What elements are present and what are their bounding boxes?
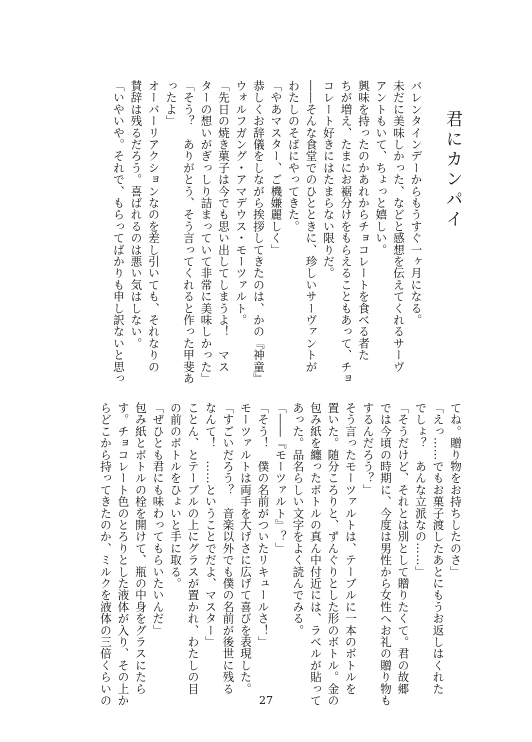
text-line: の前のボトルをひょいと手に取る。: [169, 402, 183, 590]
text-line: 「いやいや。それで、もらってばかりも申し訳ないと思っ: [112, 80, 126, 385]
text-line: モーツァルトは両手を大げさに広げて喜びを表現した。: [239, 402, 253, 695]
chapter-title: 君にカンパイ: [442, 110, 462, 230]
text-line: 「先日の焼き菓子は今でも思い出してしまうよ！ マス: [217, 80, 231, 373]
text-line: 「そうだけど、それとは別として贈りたくて。君の故郷: [396, 402, 411, 695]
text-line: 「えっ……でもお菓子渡したあとにもうお返しはくれた: [431, 402, 446, 695]
text-line: ウォルフガング・アマデウス・モーツァルト。: [234, 80, 249, 326]
text-line: コレート好きにはたまらない限りだ。: [322, 80, 336, 279]
text-line: ことん、とテーブルの上にグラスが置かれ、わたしの目: [186, 402, 201, 695]
text-line: アントもいて、ちょっと嬉しい。: [374, 80, 389, 256]
text-line: 「すごいだろう？ 音楽以外でも僕の名前が後世に残る: [221, 402, 236, 695]
text-line: あった。品名らしい文字をよく読んでみる。: [291, 402, 306, 636]
text-line: 「――『モーツァルト』？」: [274, 402, 288, 555]
text-line: 「そう？ ありがとう、そう言ってくれると作った甲斐あ: [182, 80, 196, 385]
text-line: そう言ったモーツァルトは、テーブルに一本のボトルを: [344, 402, 358, 695]
text-line: 「そう！ 僕の名前がついたリキュールさ！」: [256, 402, 271, 648]
text-line: 「やあマスター、ご機嫌麗しく」: [269, 80, 284, 256]
text-line: なんて！ ……ということでだよ、マスター」: [204, 402, 218, 648]
text-line: するんだろう？」: [361, 402, 376, 496]
text-line: わたしのそばにやってきた。: [287, 80, 301, 233]
text-line: でしょ？ あんな立派なの……」: [414, 402, 428, 578]
text-line: らどこから持ってきたのか、ミルクを液体の三倍くらいの: [99, 402, 113, 707]
text-line: ターの想いがぎっしり詰まっていて非常に美味しかった」: [199, 80, 214, 385]
upper-text-block: [110, 80, 465, 385]
text-line: てね。贈り物をお持ちしたのさ」: [449, 402, 463, 578]
text-line: バレンタインデーからもうすぐ一ヶ月になる。: [409, 80, 424, 326]
text-line: 「ぜひとも君にも味わってもらいたいんだ」: [151, 402, 166, 636]
text-line: 恭しくお辞儀をしながら挨拶してきたのは、かの『神童』: [252, 80, 266, 385]
text-line: オーバーリアクションなのを差し引いても、それなりの: [147, 80, 161, 373]
text-line: 置いた。随分ころりと、ずんぐりとした形のボトル。金の: [326, 402, 341, 707]
text-line: では今頃の時期に、今度は男性から女性へお礼の贈り物も: [379, 402, 393, 707]
text-line: ったよ」: [164, 80, 179, 127]
text-line: 包み紙とボトルの栓を開けて、瓶の中身をグラスにたら: [134, 402, 148, 695]
text-line: 包み紙を纏ったボトルの真ん中付近には、ラベルが貼って: [309, 402, 323, 707]
text-line: ――そんな食堂でのひとときに、珍しいサーヴァントが: [304, 80, 319, 373]
text-line: 未だに美味しかった、などと感想を伝えてくれるサーヴ: [392, 80, 406, 373]
text-line: ちが増え、たまにお裾分けをもらえることもあって、チョ: [339, 80, 354, 385]
text-line: 興味を持ったのかあれからチョコレートを食べる者た: [357, 80, 371, 361]
text-line: 賛辞は残るだろう。喜ばれるのは悪い気はしない。: [129, 80, 144, 350]
page-number: 27: [259, 694, 273, 707]
text-line: す。チョコレート色のとろりとした液体が入り、その上か: [116, 402, 131, 707]
